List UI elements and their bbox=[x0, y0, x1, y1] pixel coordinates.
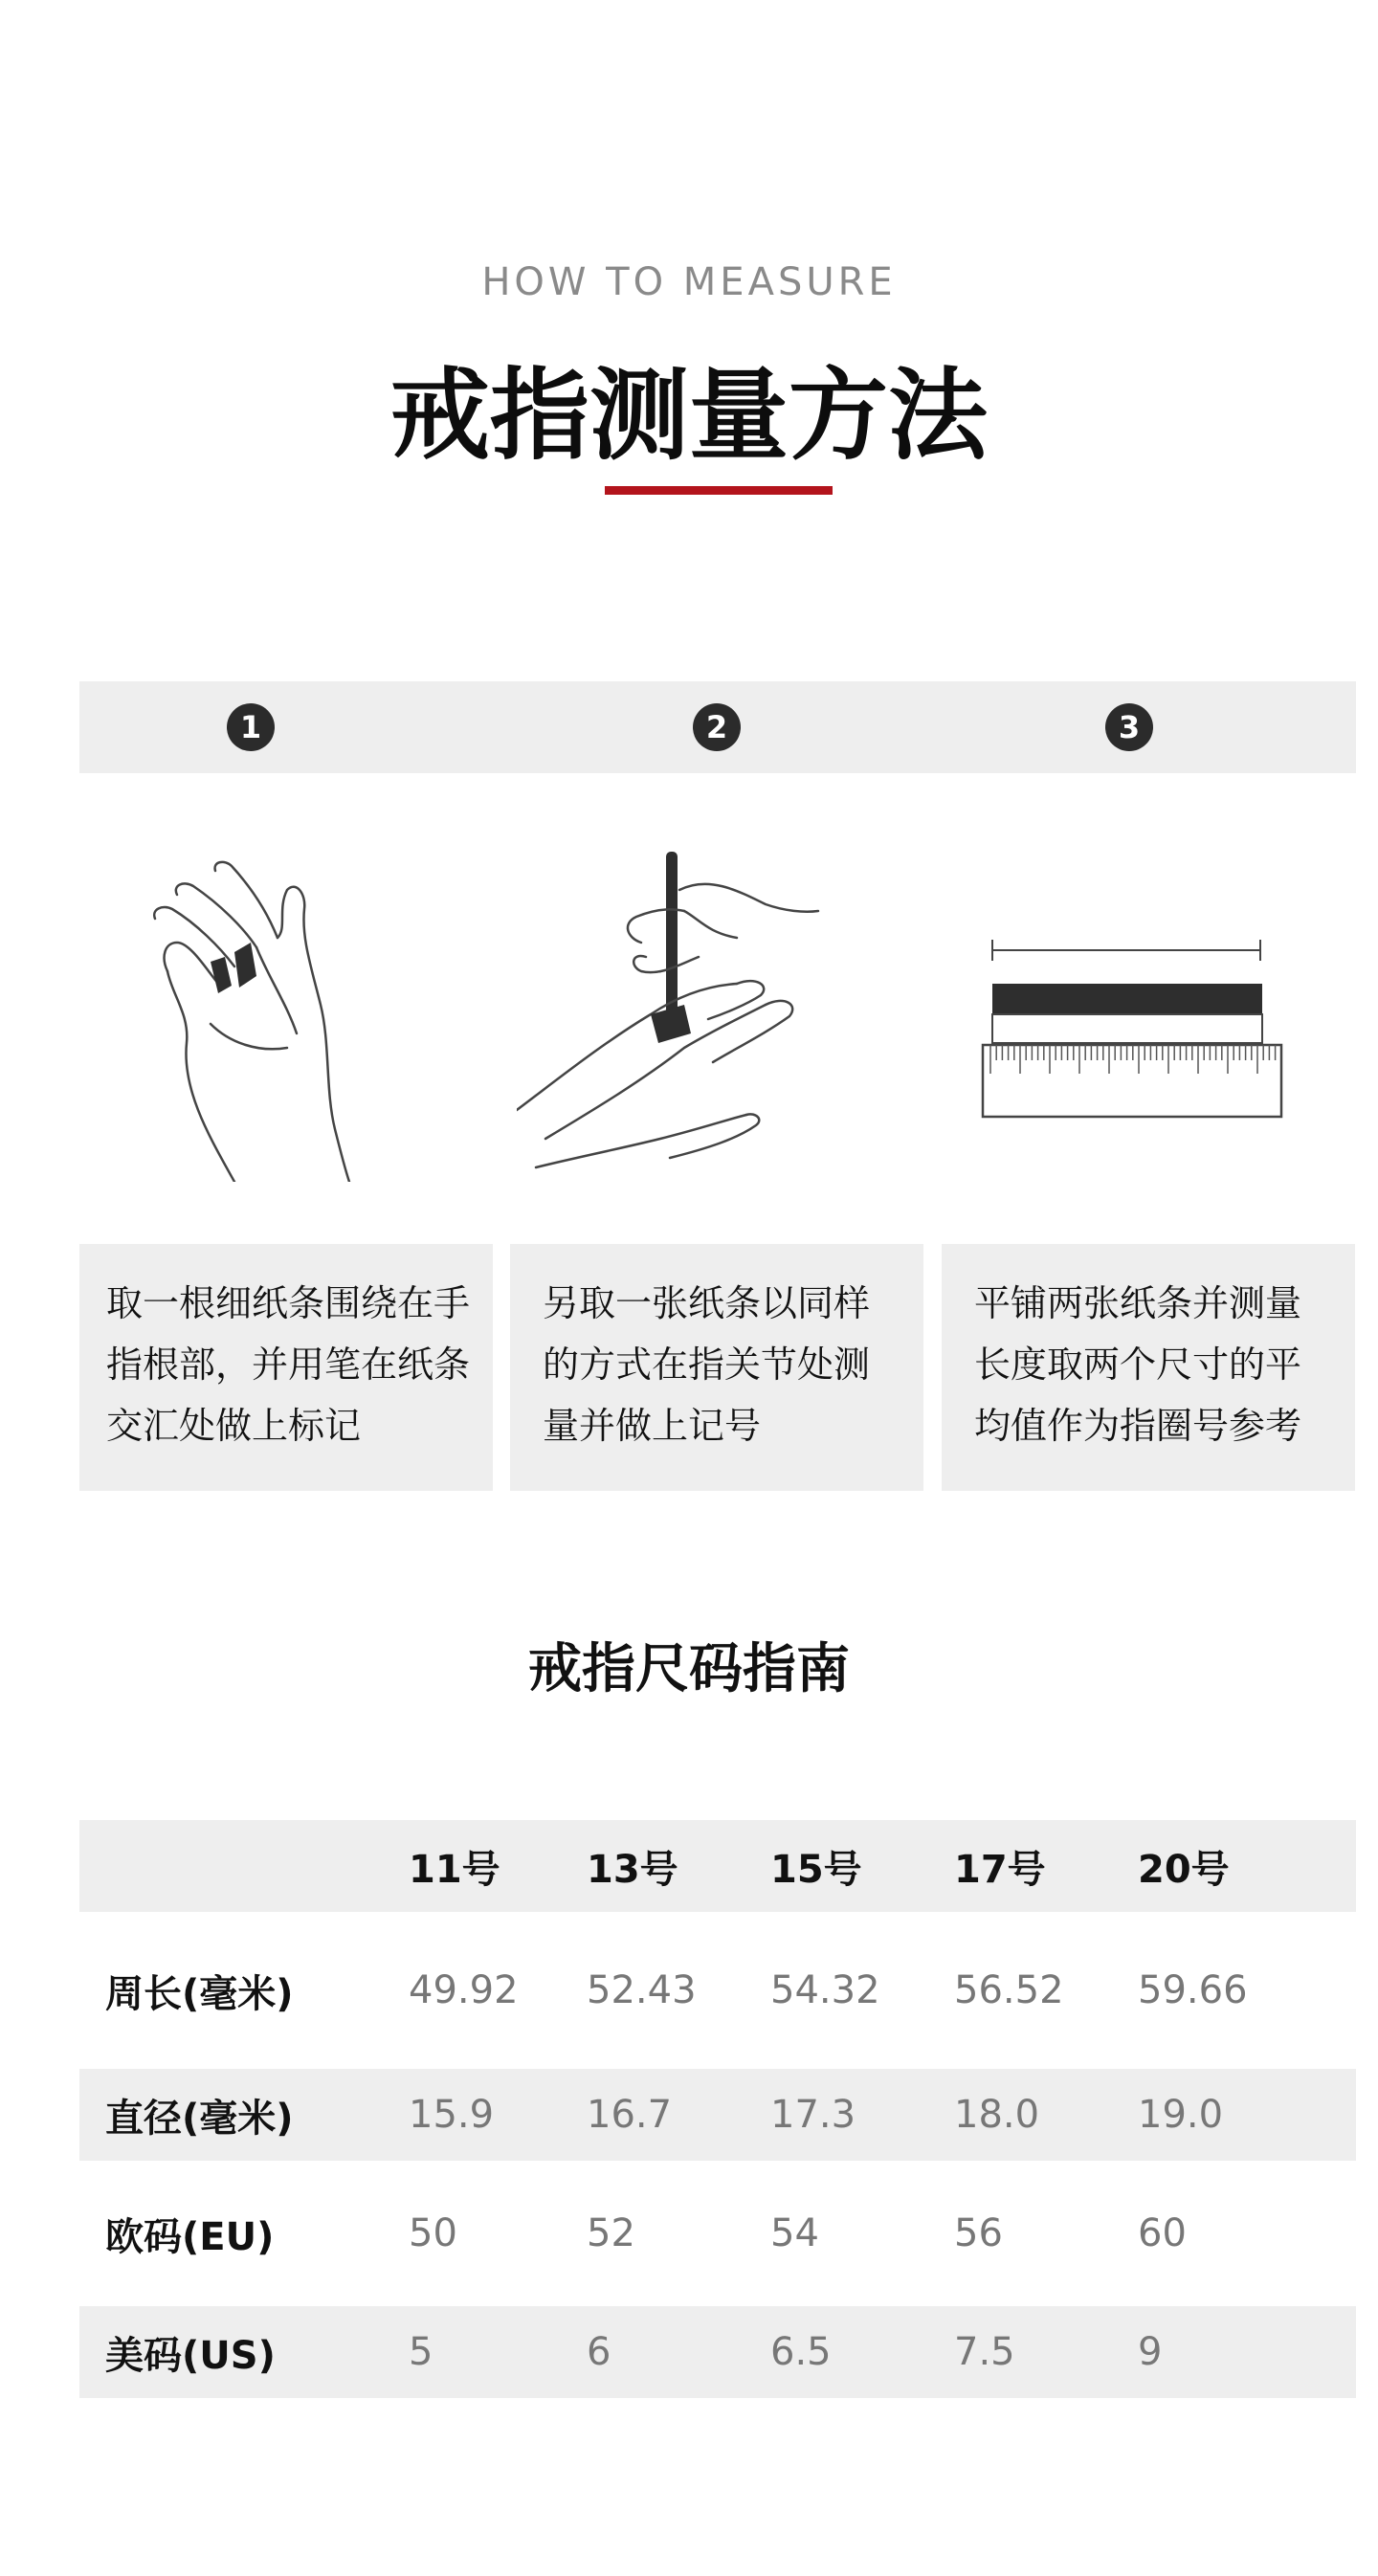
table-cell: 6.5 bbox=[770, 2330, 832, 2374]
table-cell: 59.66 bbox=[1138, 1968, 1248, 2012]
table-cell: 7.5 bbox=[954, 2330, 1015, 2374]
table-cell: 50 bbox=[409, 2211, 457, 2255]
column-header: 17号 bbox=[954, 1847, 1046, 1892]
step-3-number-badge: 3 bbox=[1105, 703, 1153, 751]
table-cell: 52 bbox=[587, 2211, 635, 2255]
table-cell: 49.92 bbox=[409, 1968, 519, 2012]
step-3-description-card bbox=[942, 1244, 1355, 1491]
table-row-diameter bbox=[79, 2069, 1356, 2161]
step-3-description: 平铺两张纸条并测量长度取两个尺寸的平均值作为指圈号参考 bbox=[974, 1282, 1302, 1447]
table-row-circumference bbox=[79, 1912, 1356, 2069]
table-cell: 60 bbox=[1138, 2211, 1187, 2255]
table-cell: 56 bbox=[954, 2211, 1003, 2255]
column-header: 20号 bbox=[1138, 1847, 1230, 1892]
step-1-description-card bbox=[79, 1244, 493, 1491]
table-cell: 54 bbox=[770, 2211, 819, 2255]
table-cell: 5 bbox=[409, 2330, 433, 2374]
step-2-description: 另取一张纸条以同样的方式在指关节处测量并做上记号 bbox=[543, 1282, 871, 1447]
knuckle-mark-illustration bbox=[517, 852, 823, 1182]
table-cell: 56.52 bbox=[954, 1968, 1064, 2012]
step-1-number-badge: 1 bbox=[227, 703, 275, 751]
row-label: 美码(US) bbox=[105, 2333, 276, 2378]
step-2-description-card bbox=[510, 1244, 923, 1491]
table-row-eu bbox=[79, 2161, 1356, 2306]
column-header: 13号 bbox=[587, 1847, 678, 1892]
section-subtitle: HOW TO MEASURE bbox=[481, 260, 897, 304]
title-underline bbox=[605, 486, 833, 495]
table-cell: 6 bbox=[587, 2330, 611, 2374]
table-cell: 9 bbox=[1138, 2330, 1163, 2374]
table-cell: 54.32 bbox=[770, 1968, 880, 2012]
page-title: 戒指测量方法 bbox=[389, 357, 988, 474]
table-cell: 52.43 bbox=[587, 1968, 697, 2012]
step-1-description: 取一根细纸条围绕在手指根部，并用笔在纸条交汇处做上标记 bbox=[106, 1282, 471, 1447]
table-cell: 19.0 bbox=[1138, 2093, 1224, 2137]
size-guide-table bbox=[79, 1820, 1356, 2398]
row-label: 周长(毫米) bbox=[105, 1971, 294, 2016]
row-label: 欧码(EU) bbox=[105, 2214, 275, 2259]
column-header: 15号 bbox=[770, 1847, 862, 1892]
table-cell: 18.0 bbox=[954, 2093, 1040, 2137]
size-guide-title: 戒指尺码指南 bbox=[528, 1638, 850, 1700]
column-header: 11号 bbox=[409, 1847, 500, 1892]
table-cell: 16.7 bbox=[587, 2093, 673, 2137]
table-header-row bbox=[79, 1820, 1356, 1912]
step-2-number-badge: 2 bbox=[693, 703, 741, 751]
table-cell: 17.3 bbox=[770, 2093, 856, 2137]
row-label: 直径(毫米) bbox=[105, 2096, 294, 2141]
table-row-us bbox=[79, 2306, 1356, 2398]
finger-wrap-illustration bbox=[144, 852, 373, 1182]
ruler-measure-illustration bbox=[981, 938, 1287, 1124]
table-cell: 15.9 bbox=[409, 2093, 495, 2137]
